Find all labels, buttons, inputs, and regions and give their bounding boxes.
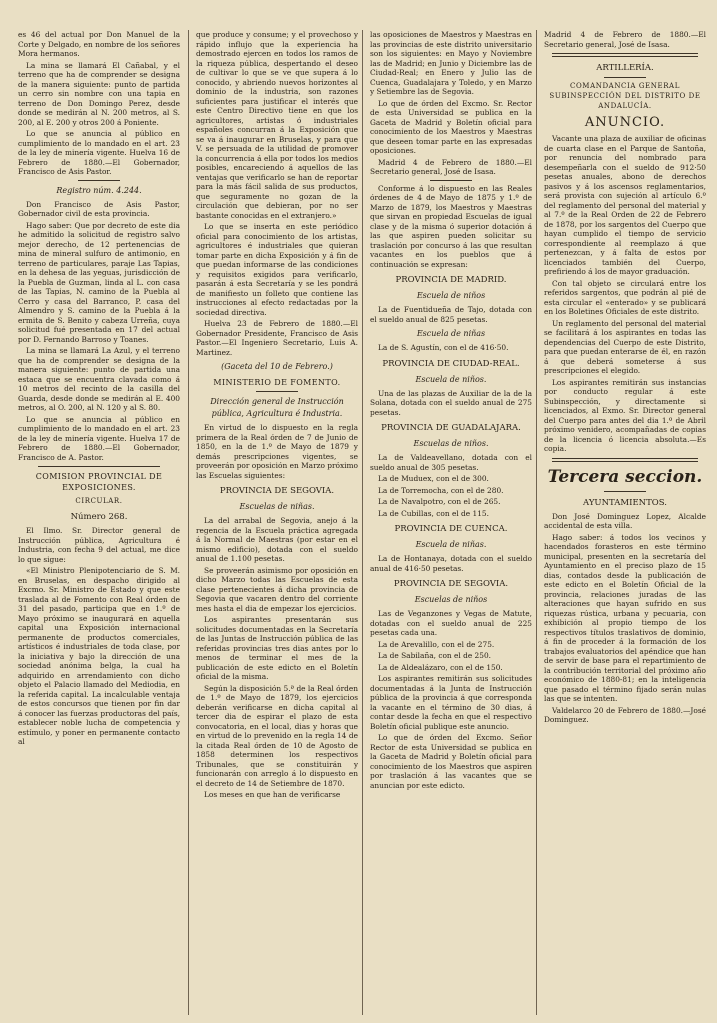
divider [430,180,472,181]
paragraph: Con tal objeto se circulará entre los referidos sargentos, que podrán al pié de esta circular el «enterado» y se publicará en los Boletines Oficiales de este distrito. [544,278,706,316]
paragraph: Madrid 4 de Febrero de 1880.—El Secretario general, José de Isasa. [370,157,532,176]
paragraph: La de S. Agustín, con el de 416·50. [378,343,509,352]
paragraph: Don Francisco de Asis Pastor, Gobernador civil de esta provincia. [18,199,180,218]
column-rule [188,30,189,1015]
column-4 [544,30,706,1015]
paragraph: La de Navalpotro, con el de 265. [378,497,501,506]
section-heading: MINISTERIO DE FOMENTO. [213,378,341,387]
paragraph: La de Muduex, con el de 300. [378,474,489,483]
paragraph: Los aspirantes presentarán sus solicitudes documentadas en la Secretaría de las Juntas de Instrucción pública de las referidas provincias tres dias antes por lo menos de terminar el mes de la publicación de este edicto en el Boletín oficial de la misma. [196,615,358,681]
subheading: Escuelas de niños [414,595,488,604]
paragraph: Valdelarco 20 de Febrero de 1880.—José Dominguez. [544,705,706,724]
subheading: Escuelas de niños. [413,439,489,448]
paragraph: Madrid 4 de Febrero de 1880.—El Secretario general, José de Isasa. [544,30,706,49]
paragraph: Hago saber: á todos los vecinos y hacendados forasteros en este término municipal, presenten en la secretaría del Ayuntamiento en el preciso plazo de 15 dias, contados desde la publicación de este edicto en el Boletín Oficial de la provincia, relaciones juradas de las alteraciones que hayan sufrido en sus riquezas rústica, urbana y pecuaria, con exhibición al propio tiempo de los respectivos títulos traslativos de dominio, á fin de proceder á la formación de los trabajos evaluatorios del apéndice que han de servir de base para el repartimiento de la contribución territorial del próximo año económico de 1880-81; en la inteligencia que pasado el término fijado serán nulas las que se intenten. [544,532,706,703]
divider [256,391,298,392]
paragraph: Los aspirantes remitirán sus solicitudes documentadas á la Junta de Instrucción pública de la provincia á que corresponda la vacante en el término de 30 dias, á contar desde la fecha en que el respectivo Boletín oficial publique este anuncio. [370,674,532,731]
section-heading: COMISION PROVINCIAL DE EXPOSICIONES. [35,472,163,492]
paragraph: es 46 del actual por Don Manuel de la Corte y Delgado, en nombre de los señores Mora hermanos. [18,30,180,58]
subheading: Escuela de niñas. [415,540,487,549]
paragraph: La mina se llamará El Cañabal, y el terreno que ha de comprender se designa de la manera siguiente: punto de partida un cerro sin nombre con una tapia en terreno de Don Domingo Perez, desde donde se medirán al N. 200 metros, al S. 200, al E. 200 y otros 200 á Poniente. [18,60,180,127]
paragraph: Lo que se anuncia al público en cumplimiento de lo mandado en el art. 23 de la ley de minería vigente. Huelva 17 de Febrero de 1880.—El Gobernador, Francisco de A. Pastor. [18,414,180,462]
registro-heading: Registro núm. 4.244. [56,185,142,195]
section-heading: AYUNTAMIENTOS. [583,497,667,508]
subheading: CIRCULAR. [75,497,123,505]
gaceta-heading: (Gaceta del 10 de Febrero.) [221,362,333,371]
province-heading: PROVINCIA DE SEGOVIA. [393,579,509,589]
subheading: Escuela de niños [416,291,486,300]
province-heading: PROVINCIA DE CUENCA. [394,524,508,534]
province-heading: PROVINCIA DE SEGOVIA. [219,486,335,496]
section-heading: Tercera seccion. [547,466,703,487]
paragraph: La de Torremocha, con el de 280. [378,485,504,495]
paragraph: Lo que de órden del Excmo. Sr. Rector de esta Universidad se publica en la Gaceta de Madrid y Boletín oficial para conocimiento de los Maestros y Maestras que deseen tomar parte en las expresadas oposiciones. [370,98,532,155]
paragraph: Hago saber: Que por decreto de este dia he admitido la solicitud de registro salvo mejor derecho, de 12 pertenencias de mina de mineral sulfuro de antimonio, en terreno de particulares, paraje Las Tapias, en la dehesa de las yeguas, jurisdicción de la Puebla de Guzman, linda al L. con casa de las Tapias, N. camino de la Puebla al Cerro y casa del Barranco, P. casa del Almendro y S. camino de la Puebla á la ermita de S. Benito y cabeza Urreña, cuya solicitud fué presentada en 17 del actual por D. Fernando Barroso y Toanes. [18,220,180,344]
divider [78,180,120,181]
paragraph: La de Fuentidueña de Tajo, dotada con el sueldo anual de 825 pesetas. [370,305,532,324]
paragraph: las oposiciones de Maestros y Maestras en las provincias de este distrito universitario son los siguientes: en Mayo y Noviembre las de Madrid; en Junio y Diciembre las de Ciudad-Real; en Enero y Julio las de Cuenca, Guadalajara y Toledo, y en Marzo y Setiembre las de Segovia. [370,30,532,96]
paragraph: Los meses en que han de verificarse [204,790,341,799]
province-heading: PROVINCIA DE MADRID. [395,275,507,285]
newspaper-page [18,30,704,1015]
paragraph: Se proveerán asimismo por oposición en dicho Marzo todas las Escuelas de esta clase pertenecientes á dicha provincia de Segovia que vacaren dentro del corriente mes hasta el dia de empezar los ejercicios. [196,565,358,613]
column-3 [370,30,532,1015]
paragraph: La de Arevalillo, con el de 275. [378,639,495,649]
paragraph: Lo que se anuncia al público en cumplimiento de lo mandado en el art. 23 de la ley de minería vigente. Huelva 16 de Febrero de 1880.—El Gobernador, Francisco de Asis Pastor. [18,129,180,176]
subheading: Escuela de niñas [416,329,486,338]
subheading: COMANDANCIA GENERAL SUBINSPECCIÓN DEL DISTRITO DE ANDALUCÍA. [549,82,701,110]
subheading: Escuela de niños. [415,374,487,384]
divider [552,458,698,462]
paragraph: La de Aldealázaro, con el de 150. [378,662,503,672]
column-1 [18,30,180,1015]
paragraph: Conforme á lo dispuesto en las Reales órdenes de 4 de Mayo de 1875 y 1.º de Marzo de 1879, los Maestros y Maestras que sirvan en propiedad Escuelas de igual clase y de la misma ó superior dotación á las que aspiren pueden solicitar su traslación por concurso á las que resultan vacantes en los pueblos que á continuación se expresan: [370,183,532,269]
paragraph: El Ilmo. Sr. Director general de Instrucción pública, Agricultura é Industria, con fecha 9 del actual, me dice lo que sigue: [18,526,180,564]
paragraph: «El Ministro Plenipotenciario de S. M. en Bruselas, en despacho dirigido al Excmo. Sr. Ministro de Estado y que este traslada al de Fomento con Real órden de 31 del pasado, participa que en 1.º de Mayo próximo se inaugurará en aquella capital una Exposición internacional permanente de productos comerciales, artísticos é industriales de toda clase, por la iniciativa y bajo la dirección de una sociedad anónima belga, la cual ha adquirido en arrendamiento con dicho objeto el Palacio llamado del Mediodia, en la referida capital. La incalculable ventaja de estos concursos que tienen por fin dar á conocer las fuerzas productoras del país, establecer noble lucha de competencia y estímulo, y poner en permanente contacto al [18,566,180,746]
paragraph: Según la disposición 5.ª de la Real órden de 1.º de Mayo de 1879, los ejercicios deberán verificarse en dicha capital al tercer dia de espirar el plazo de esta convocatoria, en el local, dias y horas que en virtud de lo prevenido en la regla 14 de la citada Real órden de 10 de Agosto de 1858 determinen los respectivos Tribunales, que se constituirán y funcionarán con arreglo á lo dispuesto en el decreto de 14 de Setiembre de 1870. [196,683,358,788]
province-heading: PROVINCIA DE GUADALAJARA. [381,423,521,433]
paragraph: Los aspirantes remitirán sus instancias por conducto regular á este Subinspección, y directamente si licenciados, al Exmo. Sr. Director general del Cuerpo para antes del dia 1.º de Abril próximo venidero, acompañadas de copias de la licencia ó licencia absoluta.—Es copia. [544,377,706,453]
divider [38,466,160,467]
divider [604,491,646,492]
divider [604,77,646,78]
subheading: Dirección general de Instrucción pública, Agricultura é Industria. [210,397,344,418]
paragraph: La de Sabilaña, con el de 250. [378,651,492,660]
paragraph: Lo que de órden del Excmo. Señor Rector de esta Universidad se publica en la Gaceta de Madrid y Boletín oficial para conocimiento de los Maestros que aspiren por traslación á las vacantes que se anuncian por este edicto. [370,733,532,790]
column-2 [196,30,358,1015]
paragraph: La de Valdeavellano, dotada con el sueldo anual de 305 pesetas. [370,453,532,472]
paragraph: Las de Veganzones y Vegas de Matute, dotadas con el sueldo anual de 225 pesetas cada una. [370,609,532,637]
paragraph: Lo que se inserta en este periódico oficial para conocimiento de los artistas, agricultores é industriales que quieran tomar parte en dicha Exposición y á fin de que puedan informarse de las condiciones y requisitos exigidos para verificarlo, pasarán á esta Secretaría y se les pondrá de manifiesto un folleto que contiene las instrucciones al efecto redactadas por la sociedad directiva. [196,222,358,317]
paragraph: Vacante una plaza de auxiliar de oficinas de cuarta clase en el Parque de Santoña, por renuncia del nombrado para desempeñarla con el sueldo de 912·50 pesetas anuales, abono de derechos pasivos y á los ascensos reglamentarios, será provista con sujeción al artículo 6.º del reglamento del personal del material y al 7.º de la Real Orden de 22 de Febrero de 1878, por los sargentos del Cuerpo que hayan cumplido el tiempo de servicio correspondiente al reemplazo á que pertenezcan, y á falta de estos por licenciados también del Cuerpo, prefiriendo á los de mayor graduación. [544,134,706,276]
paragraph: Una de las plazas de Auxiliar de la de la Solana, dotada con el sueldo anual de 275 pesetas. [370,388,532,417]
paragraph: La de Hontanaya, dotada con el sueldo anual de 416·50 pesetas. [370,554,532,573]
paragraph: En virtud de lo dispuesto en la regla primera de la Real órden de 7 de Junio de 1850, en la de 1.º de Mayo de 1879 y demás prescripciones vigentes, se proveerán por oposición en Marzo próximo las Escuelas siguientes: [196,423,358,480]
paragraph: La de Cubillas, con el de 115. [378,508,489,518]
section-heading: ARTILLERÍA. [596,63,654,73]
paragraph: La mina se llamará La Azul, y el terreno que ha de comprender se designa de la manera siguiente: punto de partida una estaca que se encuentra clavada como á 10 metros del recinto de la casilla del Guarda, desde donde se medirán al E. 400 metros, al O. 200, al N. 120 y al S. 80. [18,346,180,412]
province-heading: PROVINCIA DE CIUDAD-REAL. [382,358,520,369]
anuncio-heading: ANUNCIO. [584,115,666,130]
paragraph: La del arrabal de Segovia, anejo á la regencia de la Escuela práctica agregada á la Normal de Maestras (por estar en el mismo edificio), dotada con el sueldo anual de 1.100 pesetas. [196,516,358,563]
column-rule [536,30,537,1015]
paragraph: Un reglamento del personal del material se facilitará á los aspirantes en todas las dependencias del Cuerpo de este Distrito, para que puedan enterarse de él, en razón á que deberá someterse á sus prescripciones el elegido. [544,318,706,375]
column-rule [362,30,363,1015]
number-heading: Número 268. [70,512,128,522]
paragraph: Huelva 23 de Febrero de 1880.—El Gobernador Presidente, Francisco de Asis Pastor.—El Ingeniero Secretario, Luis A. Martinez. [196,319,358,357]
subheading: Escuelas de niñas. [239,502,315,511]
paragraph: Don José Dominguez Lopez, Alcalde accidental de esta villa. [544,511,706,530]
paragraph: que produce y consume; y el provechoso y rápido influjo que la experiencia ha demostrado ejercen en todos los ramos de la riqueza pública, despertando el deseo de cultivar lo que se ve que supera á lo conocido, y abriendo nuevos horizontes al dominio de la industria, son razones suficientes para justificar el interés que este Centro Directivo tiene en que los agricultores, artistas ó industriales españoles concurran á la Exposición que se va á inaugurar en Bruselas, y para que V. se persuada de la utilidad de promover la concurrencia á ella por todos los medios posibles, encareciendo á aquellos de las ventajas que verificarlo se han de reportar para la más fácil salida de sus productos, que seguramente no gozan de la circulación que debieran, por no ser bastante conocidas en el extranjero.» [196,30,358,220]
divider [552,53,698,57]
